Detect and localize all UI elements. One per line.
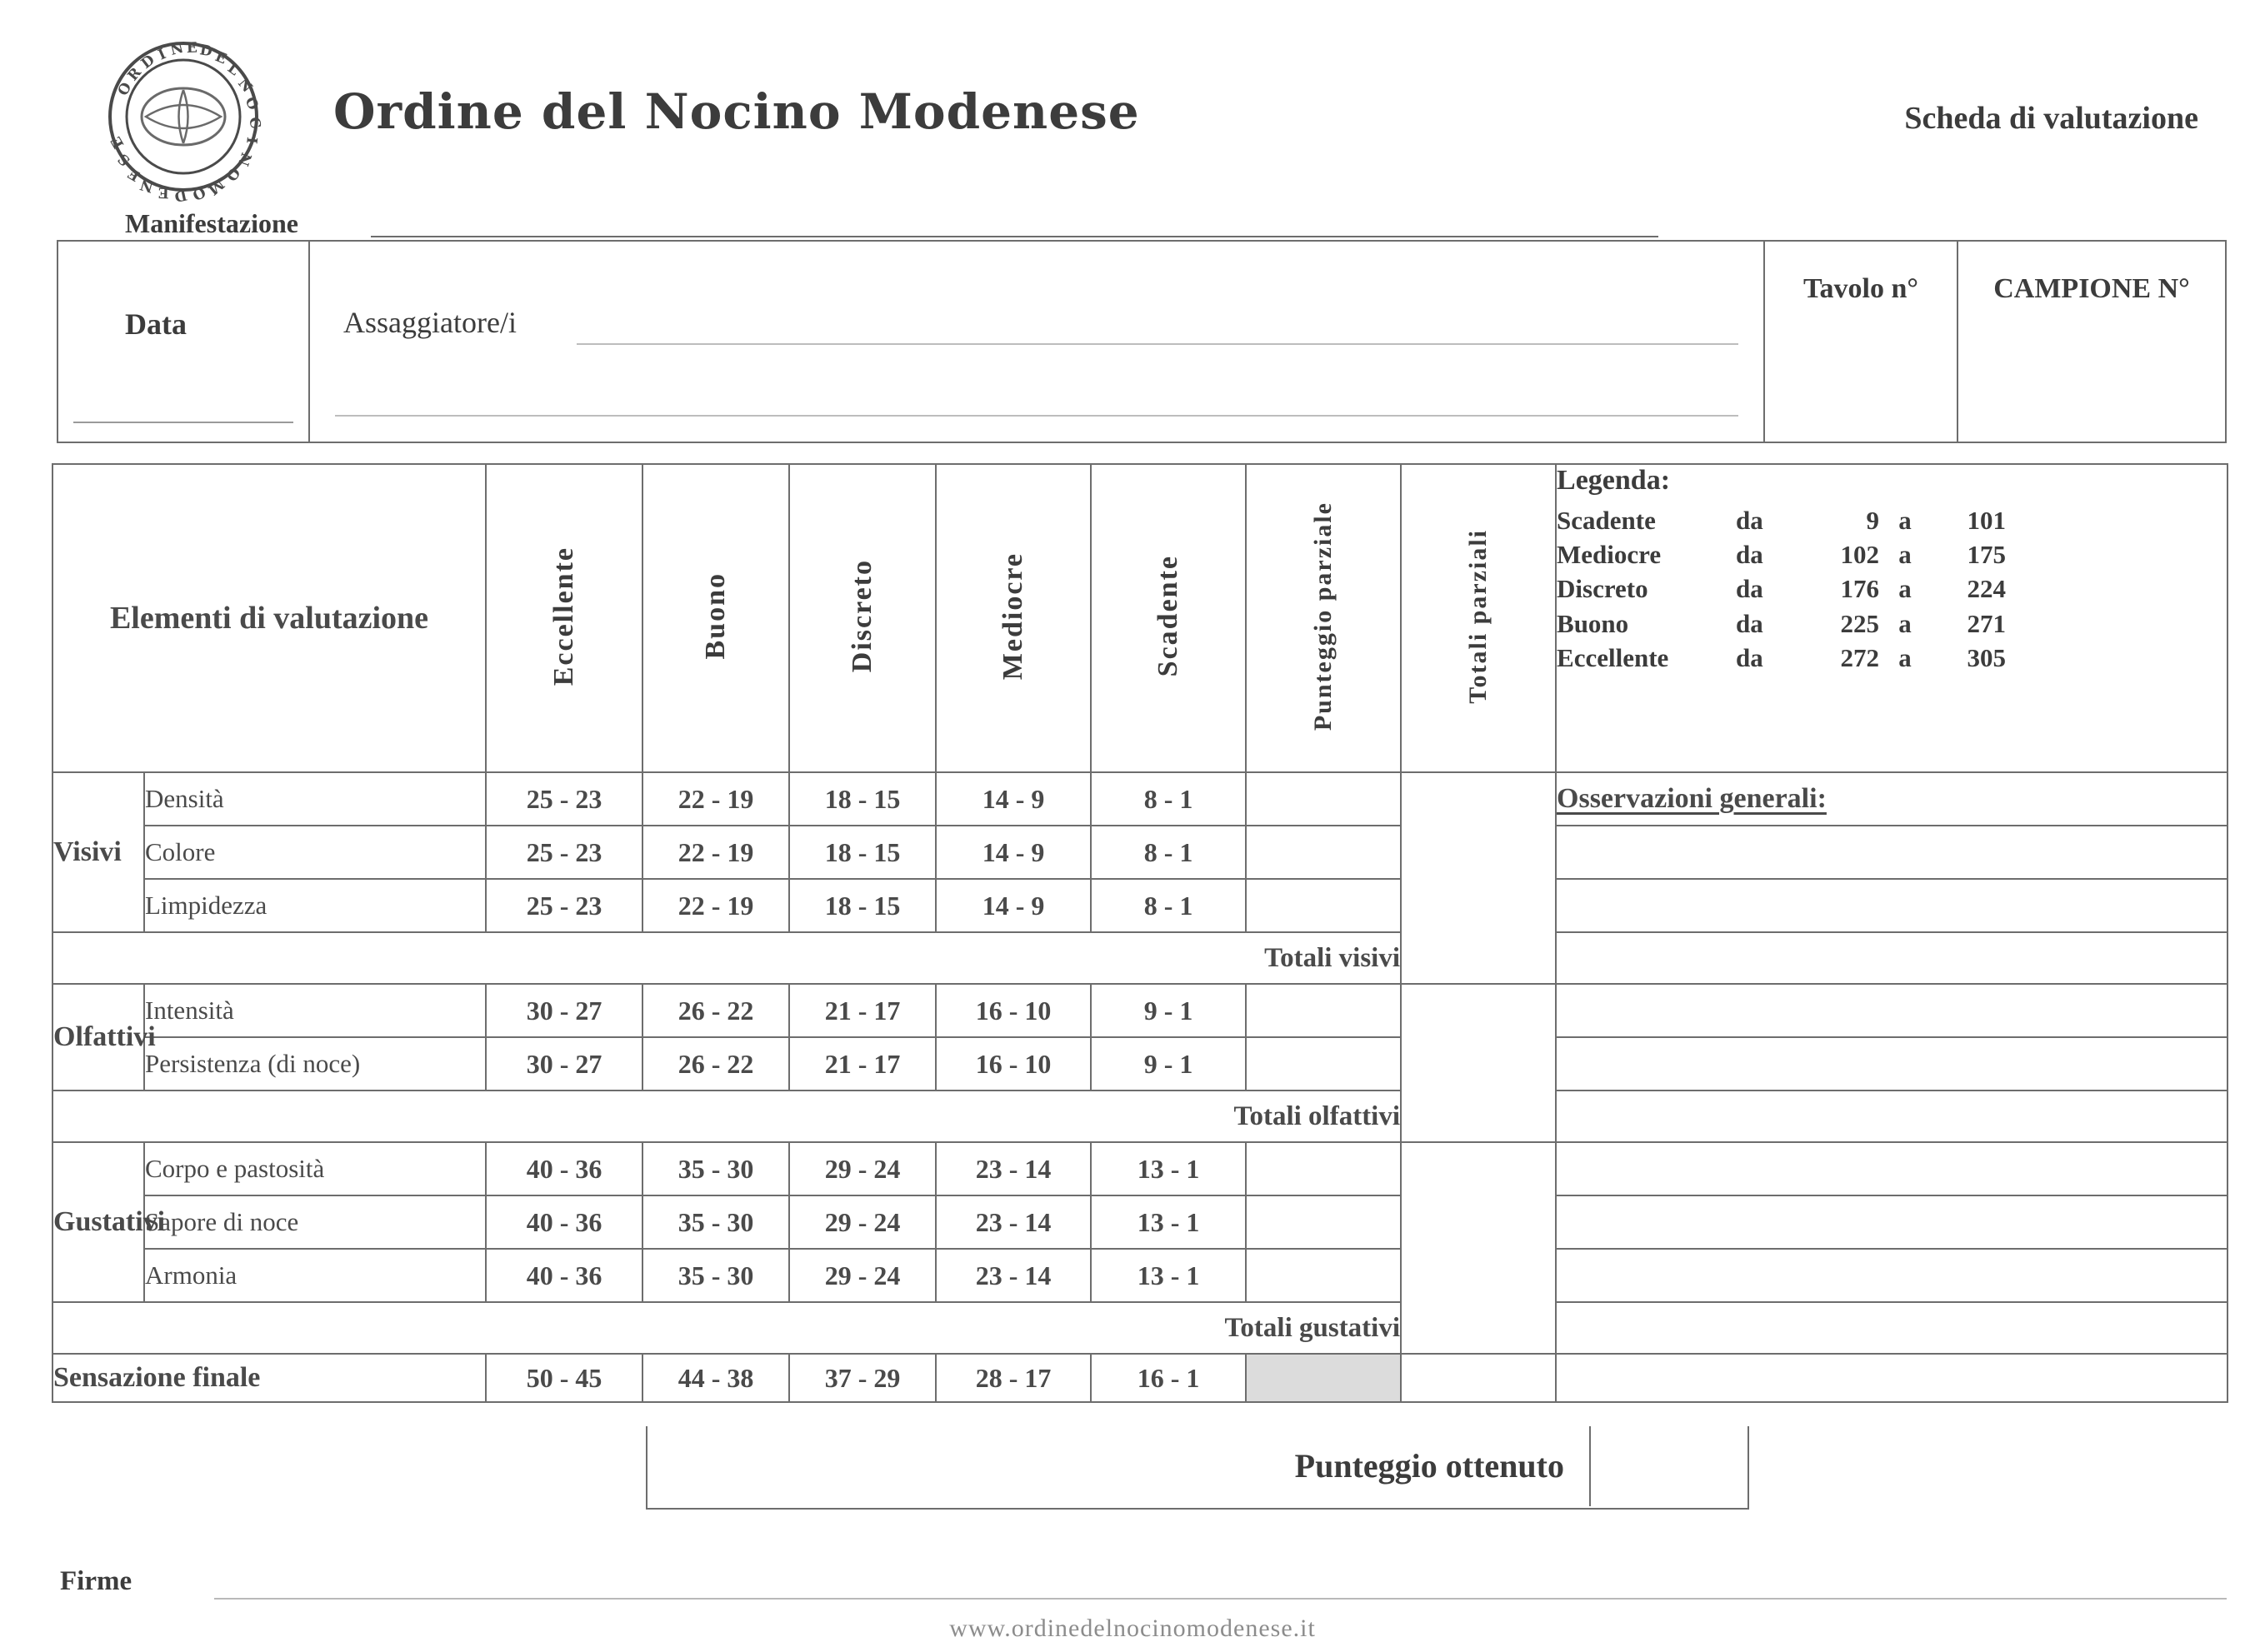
table-row: [52, 879, 2228, 932]
punteggio-parziale-input[interactable]: [1246, 1195, 1401, 1249]
row-label-densita: Densità: [144, 772, 486, 826]
assaggiatore-writeline-2[interactable]: [335, 415, 1738, 417]
firme-field[interactable]: [60, 1566, 2227, 1603]
assaggiatore-label: Assaggiatore/i: [343, 306, 517, 339]
punteggio-parziale-input[interactable]: [1246, 772, 1401, 826]
score-scadente: 9 - 1: [1091, 1037, 1246, 1091]
legend-list: [1557, 503, 2227, 675]
group-label-olfattivi: Olfattivi: [52, 984, 144, 1091]
campione-cell[interactable]: [1958, 242, 2225, 442]
svg-text:N: N: [168, 39, 186, 59]
score-buono: 22 - 19: [642, 772, 789, 826]
observations-line[interactable]: [1556, 826, 2228, 879]
punteggio-parziale-input[interactable]: [1246, 984, 1401, 1037]
observations-line[interactable]: [1556, 1195, 2228, 1249]
legend-name: Eccellente: [1557, 642, 1669, 672]
totals-row-visivi: [52, 932, 2228, 984]
score-scadente: 8 - 1: [1091, 772, 1246, 826]
firme-writeline[interactable]: [214, 1598, 2227, 1600]
svg-text:O: O: [189, 182, 208, 203]
totali-olfattivi-label: Totali olfattivi: [52, 1091, 1401, 1142]
score-eccellente: 25 - 23: [486, 826, 642, 879]
column-header-eccellente: Eccellente: [486, 464, 642, 772]
score-scadente: 13 - 1: [1091, 1195, 1246, 1249]
punteggio-ottenuto-label: Punteggio ottenuto: [1294, 1447, 1564, 1485]
row-label-corpo-pastosita: Corpo e pastosità: [144, 1142, 486, 1195]
column-header-scadente: Scadente: [1091, 464, 1246, 772]
score-eccellente: 30 - 27: [486, 984, 642, 1037]
svg-text:N: N: [233, 150, 255, 168]
svg-text:E: E: [212, 48, 229, 68]
svg-text:L: L: [224, 59, 242, 80]
score-discreto: 21 - 17: [789, 1037, 936, 1091]
score-discreto: 18 - 15: [789, 879, 936, 932]
score-scadente: 8 - 1: [1091, 826, 1246, 879]
legend-da: da: [1736, 608, 1763, 638]
svg-text:E: E: [125, 164, 143, 184]
score-eccellente: 40 - 36: [486, 1195, 642, 1249]
score-buono: 22 - 19: [642, 826, 789, 879]
table-row: [52, 984, 2228, 1037]
evaluation-table: [52, 463, 2228, 1403]
logo-icon: [88, 33, 279, 208]
legend-name: Mediocre: [1557, 540, 1662, 570]
legend-a: a: [1898, 540, 1912, 570]
legend-max: 271: [1967, 608, 2007, 638]
legend-name: Discreto: [1557, 574, 1648, 604]
observations-line[interactable]: [1556, 1037, 2228, 1091]
svg-text:O: O: [241, 94, 262, 113]
score-mediocre: 23 - 14: [936, 1195, 1091, 1249]
row-label-sapore-di-noce: Sapore di noce: [144, 1195, 486, 1249]
column-header-mediocre: Mediocre: [936, 464, 1091, 772]
totali-parziali-input-finale[interactable]: [1401, 1354, 1556, 1402]
svg-text:S: S: [114, 149, 134, 169]
score-buono: 26 - 22: [642, 1037, 789, 1091]
score-buono: 44 - 38: [642, 1354, 789, 1402]
legend-name: Buono: [1557, 608, 1629, 638]
score-eccellente: 25 - 23: [486, 772, 642, 826]
legend-da: da: [1736, 574, 1763, 604]
svg-text:E: E: [158, 183, 170, 201]
svg-text:D: D: [138, 52, 158, 72]
score-mediocre: 14 - 9: [936, 826, 1091, 879]
manifestazione-writeline[interactable]: [371, 236, 1658, 237]
legend: [1556, 464, 2228, 772]
table-row: [52, 772, 2228, 826]
score-eccellente: 40 - 36: [486, 1142, 642, 1195]
legend-max: 175: [1967, 540, 2007, 570]
manifestazione-label: Manifestazione: [125, 208, 298, 238]
brand-title: Ordine del Nocino Modenese: [333, 83, 1140, 140]
svg-text:M: M: [204, 175, 228, 198]
totali-parziali-input-gustativi[interactable]: [1401, 1142, 1556, 1354]
svg-text:O: O: [222, 164, 243, 184]
sheet-title: Scheda di valutazione: [1904, 101, 2198, 136]
observations-line[interactable]: [1556, 1302, 2228, 1354]
score-buono: 35 - 30: [642, 1142, 789, 1195]
table-row: [52, 1142, 2228, 1195]
row-label-persistenza: Persistenza (di noce): [144, 1037, 486, 1091]
observations-line[interactable]: [1556, 1142, 2228, 1195]
firme-label: Firme: [60, 1566, 132, 1596]
page-header: [0, 25, 2265, 205]
score-mediocre: 23 - 14: [936, 1142, 1091, 1195]
score-eccellente: 30 - 27: [486, 1037, 642, 1091]
legend-min: 225: [1840, 608, 1880, 638]
score-buono: 35 - 30: [642, 1249, 789, 1302]
totali-parziali-input-visivi[interactable]: [1401, 772, 1556, 984]
svg-text:D: D: [172, 186, 189, 205]
totali-parziali-input-olfattivi[interactable]: [1401, 984, 1556, 1142]
tavolo-label: Tavolo n°: [1802, 273, 1918, 304]
score-discreto: 29 - 24: [789, 1249, 936, 1302]
observations-line[interactable]: [1556, 879, 2228, 932]
score-mediocre: 16 - 10: [936, 984, 1091, 1037]
score-scadente: 16 - 1: [1091, 1354, 1246, 1402]
observations-line[interactable]: [1556, 932, 2228, 984]
legend-max: 101: [1967, 506, 2007, 535]
score-scadente: 9 - 1: [1091, 984, 1246, 1037]
punteggio-ottenuto-input[interactable]: [1589, 1426, 1748, 1506]
observations-line[interactable]: [1556, 984, 2228, 1037]
score-buono: 26 - 22: [642, 984, 789, 1037]
totals-row-gustativi: [52, 1302, 2228, 1354]
group-label-gustativi: Gustativi: [52, 1142, 144, 1302]
observations-line[interactable]: [1556, 1091, 2228, 1142]
elements-header: Elementi di valutazione: [52, 464, 486, 772]
campione-label: CAMPIONE N°: [1993, 273, 2190, 304]
score-scadente: 13 - 1: [1091, 1142, 1246, 1195]
legend-a: a: [1898, 506, 1912, 535]
row-label-armonia: Armonia: [144, 1249, 486, 1302]
svg-text:D: D: [198, 42, 214, 61]
legend-row: [1557, 641, 2227, 675]
score-discreto: 37 - 29: [789, 1354, 936, 1402]
info-table: [57, 240, 2227, 443]
svg-text:E: E: [186, 39, 198, 57]
score-discreto: 18 - 15: [789, 772, 936, 826]
table-row: [52, 1195, 2228, 1249]
tavolo-cell[interactable]: [1765, 242, 1958, 442]
legend-min: 9: [1866, 506, 1880, 535]
score-mediocre: 14 - 9: [936, 879, 1091, 932]
punteggio-parziale-shaded: [1246, 1354, 1401, 1402]
legend-min: 176: [1840, 574, 1880, 604]
score-discreto: 18 - 15: [789, 826, 936, 879]
svg-text:N: N: [138, 175, 156, 196]
legend-row: [1557, 503, 2227, 537]
manifestazione-field[interactable]: [125, 208, 1583, 242]
svg-text:I: I: [242, 136, 260, 145]
score-mediocre: 28 - 17: [936, 1354, 1091, 1402]
legend-min: 272: [1840, 642, 1880, 672]
legend-name: Scadente: [1557, 506, 1656, 535]
score-discreto: 29 - 24: [789, 1195, 936, 1249]
punteggio-parziale-input[interactable]: [1246, 1249, 1401, 1302]
legend-row: [1557, 571, 2227, 606]
svg-text:O: O: [114, 79, 136, 99]
column-header-buono: Buono: [642, 464, 789, 772]
observations-line[interactable]: [1556, 1354, 2228, 1402]
row-label-limpidezza: Limpidezza: [144, 879, 486, 932]
observations-title: Osservazioni generali:: [1556, 772, 2228, 826]
table-row: [52, 1249, 2228, 1302]
score-mediocre: 14 - 9: [936, 772, 1091, 826]
punteggio-parziale-input[interactable]: [1246, 1142, 1401, 1195]
legend-row: [1557, 606, 2227, 641]
svg-text:N: N: [234, 75, 256, 97]
score-eccellente: 50 - 45: [486, 1354, 642, 1402]
legend-max: 224: [1967, 574, 2007, 604]
totals-row-olfattivi: [52, 1091, 2228, 1142]
legend-a: a: [1898, 608, 1912, 638]
table-row: [52, 826, 2228, 879]
score-discreto: 29 - 24: [789, 1142, 936, 1195]
column-header-punteggio-parziale: Punteggio parziale: [1246, 464, 1401, 772]
score-mediocre: 23 - 14: [936, 1249, 1091, 1302]
table-row: [52, 1037, 2228, 1091]
assaggiatore-cell[interactable]: [310, 242, 1765, 442]
score-buono: 22 - 19: [642, 879, 789, 932]
punteggio-parziale-input[interactable]: [1246, 1037, 1401, 1091]
punteggio-parziale-input[interactable]: [1246, 879, 1401, 932]
row-label-colore: Colore: [144, 826, 486, 879]
score-mediocre: 16 - 10: [936, 1037, 1091, 1091]
punteggio-ottenuto-row: [646, 1426, 1749, 1510]
svg-text:E: E: [108, 133, 128, 152]
legend-a: a: [1898, 642, 1912, 672]
score-scadente: 13 - 1: [1091, 1249, 1246, 1302]
legend-title: Legenda:: [1557, 465, 1671, 496]
score-buono: 35 - 30: [642, 1195, 789, 1249]
legend-da: da: [1736, 540, 1763, 570]
group-label-visivi: Visivi: [52, 772, 144, 932]
observations-line[interactable]: [1556, 1249, 2228, 1302]
final-row: [52, 1354, 2228, 1402]
website-footer: www.ordinedelnocinomodenese.it: [949, 1615, 1316, 1642]
score-scadente: 8 - 1: [1091, 879, 1246, 932]
data-cell[interactable]: [58, 242, 310, 442]
legend-da: da: [1736, 506, 1763, 535]
data-label: Data: [125, 307, 187, 341]
assaggiatore-writeline-1[interactable]: [577, 343, 1738, 345]
svg-text:C: C: [245, 115, 264, 131]
legend-min: 102: [1840, 540, 1880, 570]
column-header-totali-parziali: Totali parziali: [1401, 464, 1556, 772]
punteggio-parziale-input[interactable]: [1246, 826, 1401, 879]
svg-text:R: R: [124, 64, 145, 85]
totali-gustativi-label: Totali gustativi: [52, 1302, 1401, 1354]
data-writeline[interactable]: [73, 422, 293, 423]
legend-a: a: [1898, 574, 1912, 604]
legend-row: [1557, 537, 2227, 571]
row-label-intensita: Intensità: [144, 984, 486, 1037]
table-header-row: [52, 464, 2228, 772]
legend-max: 305: [1967, 642, 2007, 672]
svg-text:I: I: [155, 46, 169, 64]
score-eccellente: 25 - 23: [486, 879, 642, 932]
score-eccellente: 40 - 36: [486, 1249, 642, 1302]
sensazione-finale-label: Sensazione finale: [52, 1354, 486, 1402]
legend-da: da: [1736, 642, 1763, 672]
totali-visivi-label: Totali visivi: [52, 932, 1401, 984]
column-header-discreto: Discreto: [789, 464, 936, 772]
score-discreto: 21 - 17: [789, 984, 936, 1037]
